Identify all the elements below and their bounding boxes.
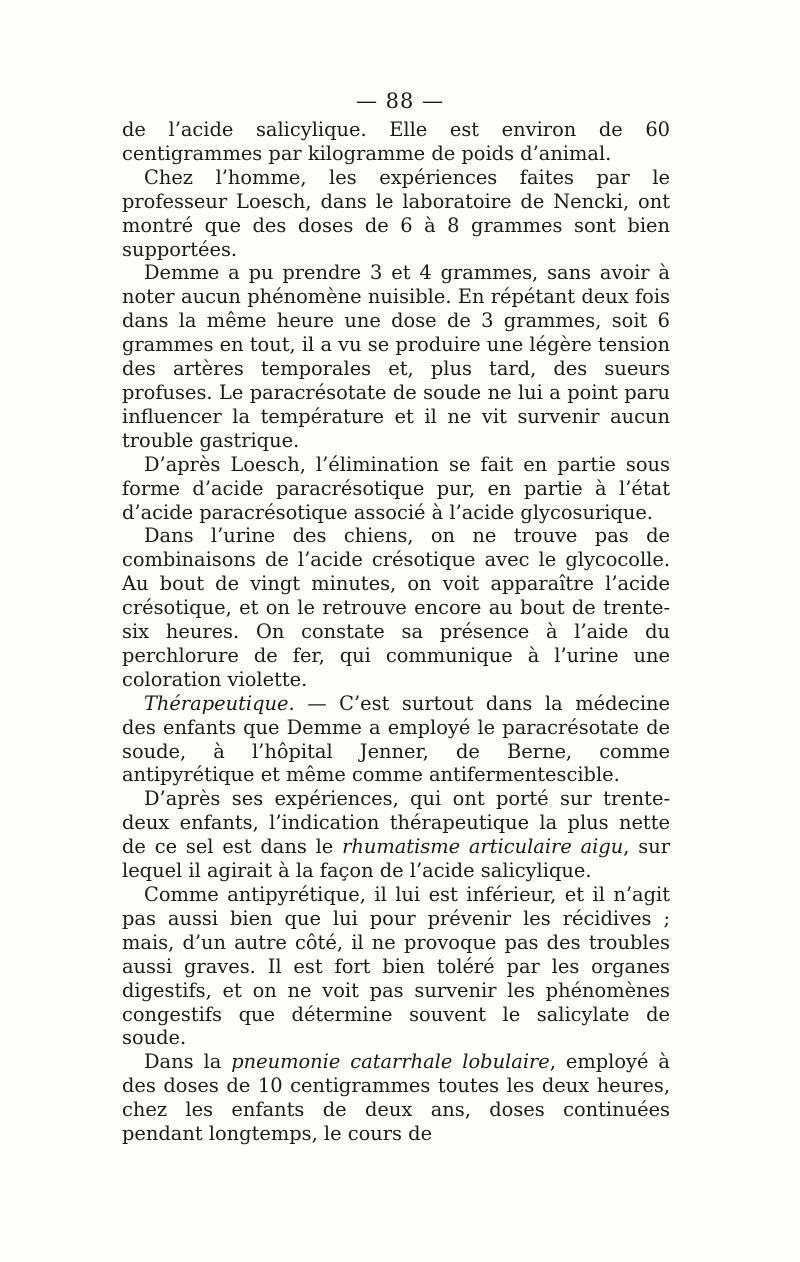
paragraph	[122, 883, 670, 1050]
paragraph-text: Chez l’homme, les expériences faites par le professeur Loesch, dans le laboratoire de Nencki, ont montré que des doses de 6 à 8 grammes sont bien supportées.	[122, 165, 670, 261]
paragraph	[122, 261, 670, 452]
paragraph	[122, 1050, 670, 1146]
paragraph-text: de l’acide salicylique. Elle est environ de 60 centigrammes par kilogramme de poids d’animal.	[122, 118, 670, 165]
paragraph	[122, 453, 670, 525]
italic-term: pneumonie catarrhale lobulaire	[231, 1050, 550, 1074]
paragraph	[122, 524, 670, 691]
paragraph-text: Dans l’urine des chiens, on ne trouve pas de combinaisons de l’acide crésotique avec le glycocolle. Au bout de vingt minutes, on voit apparaître l’acide crésotique, et on le retrouve encore au bout de trente-six heures. On constate sa présence à l’aide du perchlorure de fer, qui communique à l’urine une coloration violette.	[122, 524, 670, 691]
paragraph-text-before: D’après ses expériences, qui ont porté sur trente-deux enfants, l’indication thérapeutique la plus nette de ce sel est dans le	[122, 787, 670, 859]
paragraph	[122, 166, 670, 262]
paragraph-text: Comme antipyrétique, il lui est inférieur, et il n’agit pas aussi bien que lui pour prévenir les récidives ; mais, d’un autre côté, il ne provoque pas des troubles aussi graves. Il est fort bien toléré par les organes digestifs, et on ne voit pas survenir les phénomènes congestifs que détermine souvent le salicylate de soude.	[122, 883, 670, 1050]
paragraph-therapeutique	[122, 692, 670, 788]
paragraph-text: — C’est surtout dans la médecine des enfants que Demme a employé le paracrésotate de soude, à l’hôpital Jenner, de Berne, comme antipyrétique et même comme antifermentescible.	[122, 691, 670, 787]
body-text	[122, 118, 670, 1146]
paragraph-text: Demme a pu prendre 3 et 4 grammes, sans avoir à noter aucun phénomène nuisible. En répétant deux fois dans la même heure une dose de 3 grammes, soit 6 grammes en tout, il a vu se produire une légère tension des artères temporales et, plus tard, des sueurs profuses. Le paracrésotate de soude ne lui a point paru influencer la température et il ne vit survenir aucun trouble gastrique.	[122, 261, 670, 452]
paragraph-text-after: , employé à des doses de 10 centigrammes toutes les deux heures, chez les enfants de deux ans, doses continuées pendant longtemps, le cours de	[122, 1050, 670, 1146]
paragraph-continuation	[122, 118, 670, 166]
paragraph-text-after: , sur lequel il agirait à la façon de l’acide salicylique.	[122, 835, 670, 883]
italic-term: rhumatisme articulaire aigu	[342, 835, 624, 859]
page-number: — 88 —	[355, 89, 445, 113]
paragraph-text-before: Dans la	[144, 1050, 232, 1074]
paragraph	[122, 787, 670, 883]
paragraph-text: D’après Loesch, l’élimination se fait en partie sous forme d’acide paracrésotique pur, en partie à l’état d’acide paracrésotique associé à l’acide glycosurique.	[122, 452, 670, 524]
section-heading-italic: Thérapeutique.	[144, 691, 295, 715]
